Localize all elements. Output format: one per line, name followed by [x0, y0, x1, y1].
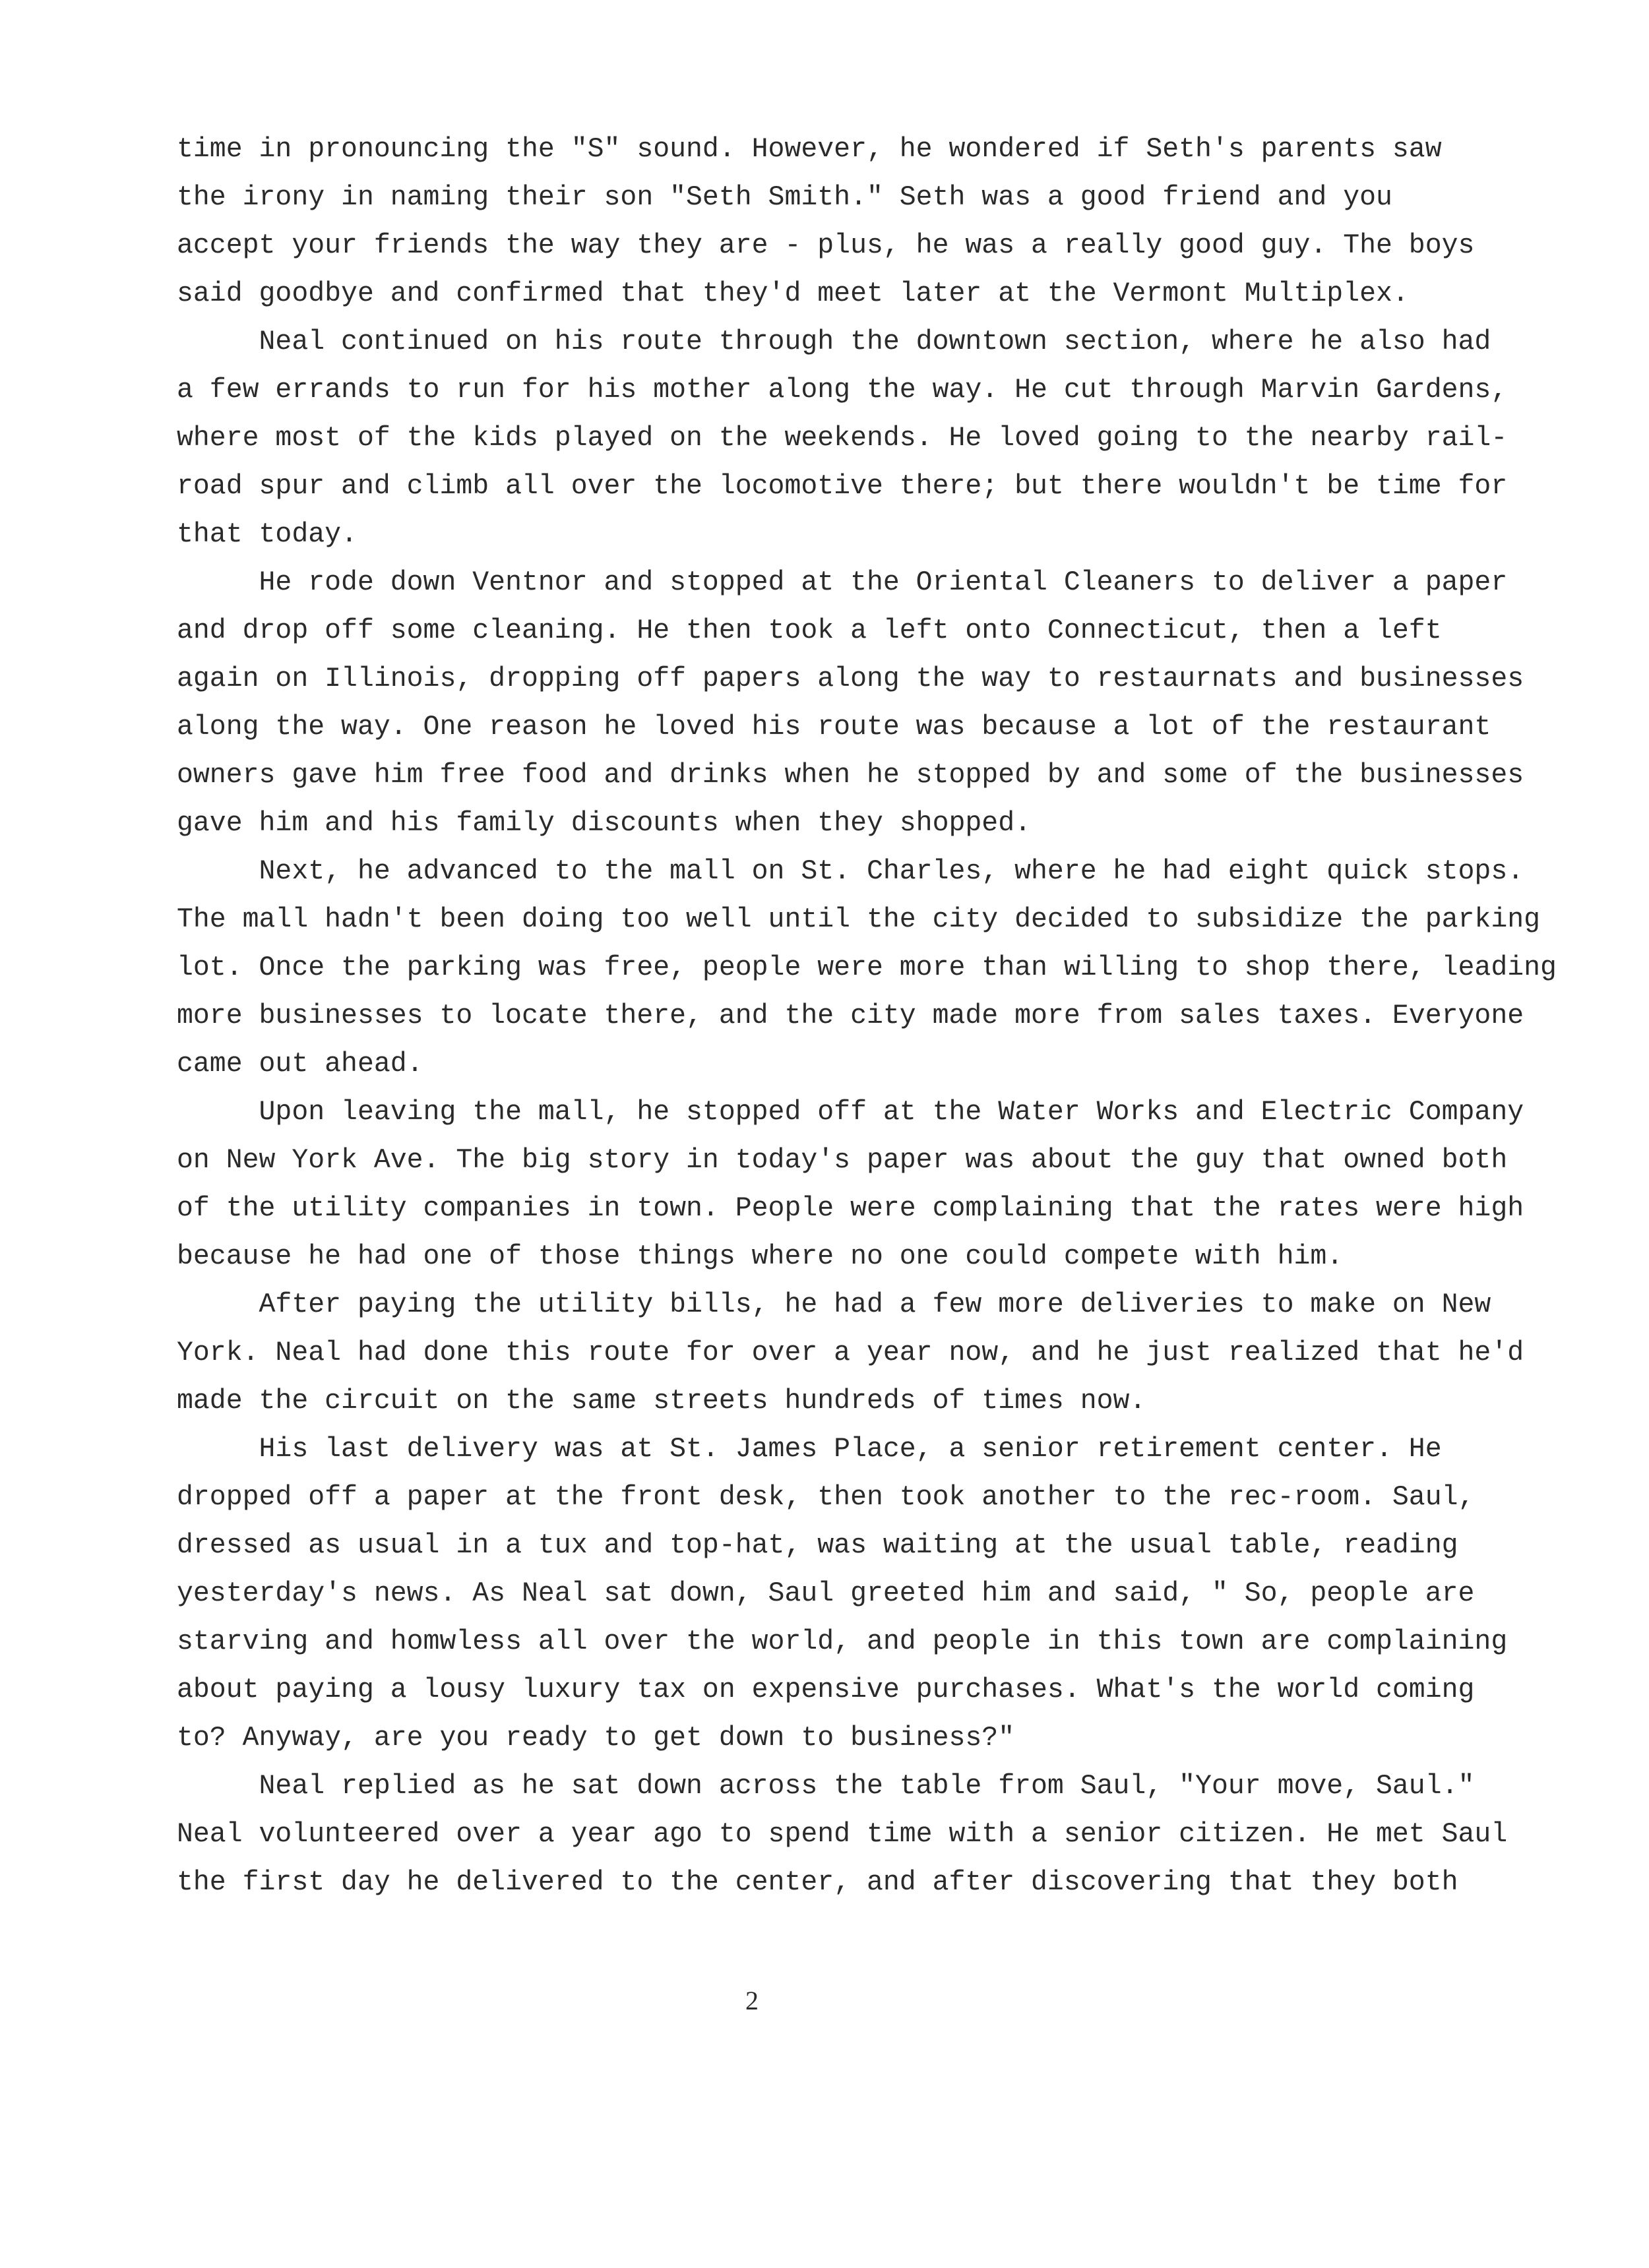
text-line: lot. Once the parking was free, people were more than willing to shop there, leading [177, 952, 1557, 983]
text-line: Neal replied as he sat down across the table from Saul, "Your move, Saul." [177, 1771, 1475, 1802]
text-line: The mall hadn't been doing too well until the city decided to subsidize the parking [177, 904, 1541, 935]
text-line: a few errands to run for his mother along the way. He cut through Marvin Gardens, [177, 375, 1508, 406]
text-line: again on Illinois, dropping off papers along the way to restaurnats and businesses [177, 663, 1524, 694]
text-line: Next, he advanced to the mall on St. Charles, where he had eight quick stops. [177, 856, 1524, 887]
text-line: and drop off some cleaning. He then took a left onto Connecticut, then a left [177, 615, 1442, 646]
body-text [177, 125, 1557, 1907]
text-line: He rode down Ventnor and stopped at the Oriental Cleaners to deliver a paper [177, 567, 1508, 598]
text-line: Neal volunteered over a year ago to spend time with a senior citizen. He met Saul [177, 1819, 1508, 1850]
text-line: yesterday's news. As Neal sat down, Saul greeted him and said, " So, people are [177, 1578, 1475, 1609]
text-line: Neal continued on his route through the downtown section, where he also had [177, 326, 1491, 357]
text-line: more businesses to locate there, and the city made more from sales taxes. Everyone [177, 1000, 1524, 1031]
text-line: came out ahead. [177, 1049, 423, 1080]
text-line: time in pronouncing the "S" sound. However, he wondered if Seth's parents saw [177, 134, 1442, 165]
text-line: the irony in naming their son "Seth Smith." Seth was a good friend and you [177, 182, 1392, 213]
text-line: to? Anyway, are you ready to get down to business?" [177, 1723, 1015, 1754]
text-line: said goodbye and confirmed that they'd meet later at the Vermont Multiplex. [177, 278, 1409, 309]
text-line: the first day he delivered to the center, and after discovering that they both [177, 1867, 1458, 1898]
text-line: His last delivery was at St. James Place, a senior retirement center. He [177, 1434, 1442, 1465]
text-line: on New York Ave. The big story in today's paper was about the guy that owned both [177, 1145, 1508, 1176]
text-line: Upon leaving the mall, he stopped off at the Water Works and Electric Company [177, 1097, 1524, 1128]
text-line: gave him and his family discounts when they shopped. [177, 808, 1032, 839]
text-line: York. Neal had done this route for over a year now, and he just realized that he'd [177, 1337, 1524, 1368]
text-line: owners gave him free food and drinks when he stopped by and some of the businesses [177, 760, 1524, 791]
text-line: road spur and climb all over the locomotive there; but there wouldn't be time for [177, 471, 1508, 502]
text-line: After paying the utility bills, he had a few more deliveries to make on New [177, 1289, 1491, 1320]
text-line: of the utility companies in town. People were complaining that the rates were high [177, 1193, 1524, 1224]
page-number: 2 [745, 1986, 759, 2015]
text-line: that today. [177, 519, 358, 550]
text-line: where most of the kids played on the weekends. He loved going to the nearby rail- [177, 423, 1508, 454]
text-line: dropped off a paper at the front desk, then took another to the rec-room. Saul, [177, 1482, 1475, 1513]
text-line: accept your friends the way they are - plus, he was a really good guy. The boys [177, 230, 1475, 261]
text-line: starving and homwless all over the world, and people in this town are complaining [177, 1626, 1508, 1657]
text-line: about paying a lousy luxury tax on expensive purchases. What's the world coming [177, 1674, 1475, 1705]
text-line: along the way. One reason he loved his route was because a lot of the restaurant [177, 712, 1491, 743]
text-line: dressed as usual in a tux and top-hat, was waiting at the usual table, reading [177, 1530, 1458, 1561]
text-line: because he had one of those things where no one could compete with him. [177, 1241, 1344, 1272]
text-line: made the circuit on the same streets hundreds of times now. [177, 1386, 1146, 1417]
